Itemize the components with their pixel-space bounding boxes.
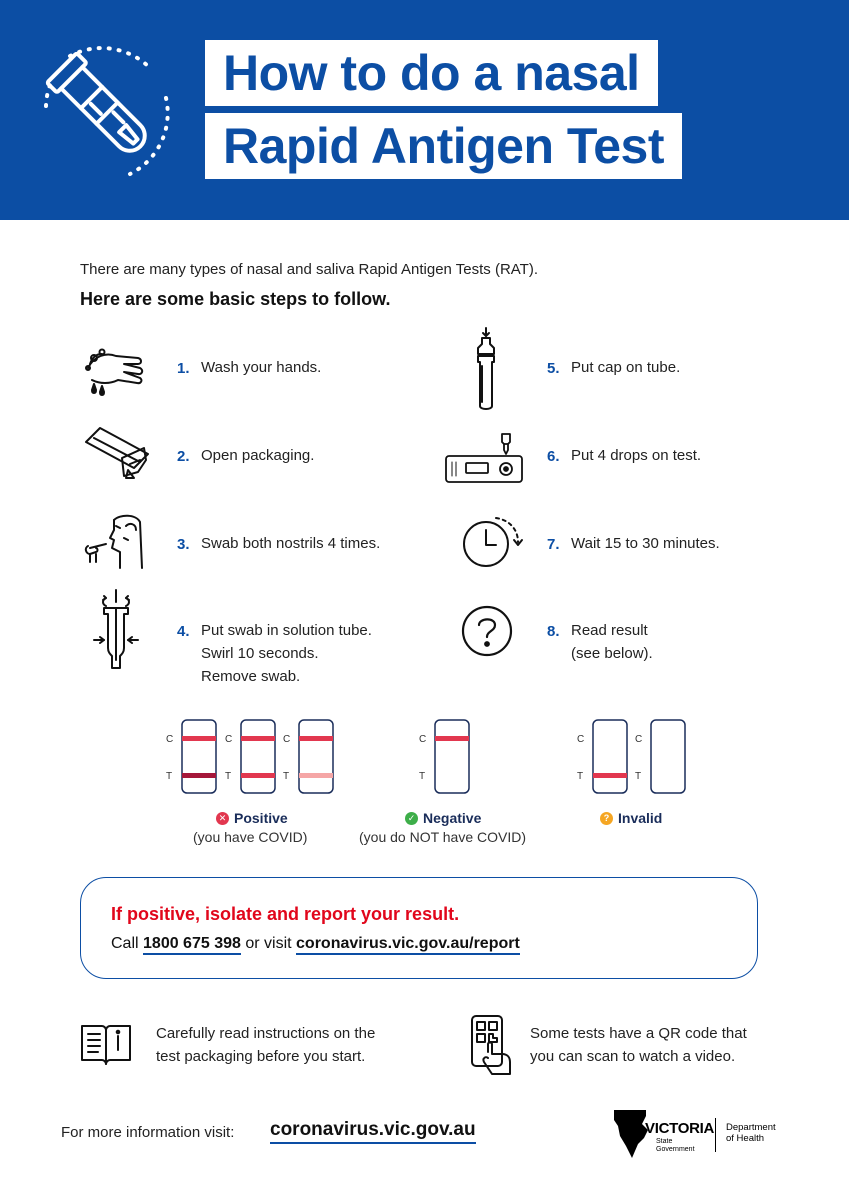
clock-icon <box>460 512 526 572</box>
test-cassette-icon <box>444 430 526 486</box>
tip-line: test packaging before you start. <box>156 1048 366 1065</box>
department-name <box>726 1122 776 1144</box>
test-strip <box>651 720 685 793</box>
wash-hands-icon <box>80 338 150 408</box>
logo-line: of Health <box>726 1133 765 1144</box>
step-line: Remove swab. <box>201 668 301 685</box>
test-label: T <box>419 771 426 782</box>
footer-url-link[interactable]: coronavirus.vic.gov.au <box>270 1119 476 1144</box>
step-text: Open packaging. <box>201 447 315 464</box>
test-label: T <box>225 771 232 782</box>
call-text: Call <box>111 935 139 952</box>
tip-line: Some tests have a QR code that <box>530 1025 747 1042</box>
test-line <box>241 773 275 778</box>
step-text: Swab both nostrils 4 times. <box>201 535 381 552</box>
state-government-text <box>656 1138 695 1154</box>
test-label: T <box>283 771 290 782</box>
step-line: Put swab in solution tube. <box>201 622 372 639</box>
packaging-icon <box>82 420 152 490</box>
control-label: C <box>577 734 585 745</box>
or-visit-text: or visit <box>245 935 292 952</box>
test-strip <box>593 720 627 793</box>
control-label: C <box>283 734 291 745</box>
report-alert-box <box>80 877 758 979</box>
alert-title: If positive, isolate and report your result. <box>111 904 460 924</box>
control-label: C <box>166 734 174 745</box>
page-title-line1: How to do a nasal <box>205 40 658 106</box>
step-line: Swirl 10 seconds. <box>201 645 319 662</box>
positive-result-sub: (you have COVID) <box>193 829 308 845</box>
footer-info-text: For more information visit: <box>61 1124 235 1141</box>
intro-text: There are many types of nasal and saliva Rapid Antigen Tests (RAT). <box>80 261 539 278</box>
tip-qr-code <box>530 1022 747 1068</box>
step-text: Put cap on tube. <box>571 359 681 376</box>
test-line <box>299 773 333 778</box>
step-number: 4. <box>177 623 190 640</box>
test-strip <box>299 720 333 793</box>
step-text-multiline <box>201 619 372 688</box>
control-label: C <box>419 734 427 745</box>
step-number: 3. <box>177 536 190 553</box>
control-line <box>241 736 275 741</box>
victoria-government-logo <box>612 1106 812 1162</box>
positive-result-label <box>216 810 288 826</box>
test-strip <box>241 720 275 793</box>
step-number: 2. <box>177 448 190 465</box>
test-label: T <box>635 771 642 782</box>
test-strip <box>435 720 469 793</box>
test-label: T <box>577 771 584 782</box>
negative-label-text: Negative <box>423 810 482 826</box>
step-number: 8. <box>547 623 560 640</box>
header-banner <box>0 0 849 220</box>
qr-phone-icon <box>468 1012 516 1078</box>
instruction-book-icon <box>78 1020 134 1068</box>
nasal-swab-icon <box>80 508 150 578</box>
question-icon <box>460 604 514 658</box>
alert-contact-line <box>111 935 520 953</box>
report-url-link[interactable]: coronavirus.vic.gov.au/report <box>296 935 520 955</box>
test-label: T <box>166 771 173 782</box>
step-number: 7. <box>547 536 560 553</box>
negative-result-sub: (you do NOT have COVID) <box>359 829 527 845</box>
tip-read-instructions <box>156 1022 375 1068</box>
steps-heading: Here are some basic steps to follow. <box>80 289 391 309</box>
logo-divider <box>715 1118 716 1152</box>
test-strip <box>182 720 216 793</box>
solution-tube-icon <box>86 588 146 674</box>
control-label: C <box>635 734 643 745</box>
tip-line: Carefully read instructions on the <box>156 1025 376 1042</box>
test-line <box>182 773 216 778</box>
test-tube-icon <box>30 36 180 186</box>
logo-line: Department <box>726 1122 776 1133</box>
control-line <box>435 736 469 741</box>
step-number: 5. <box>547 360 560 377</box>
step-line: (see below). <box>571 645 653 662</box>
victoria-wordmark: VICTORIA <box>645 1120 714 1137</box>
step-text: Wash your hands. <box>201 359 322 376</box>
step-line: Read result <box>571 622 648 639</box>
control-line <box>299 736 333 741</box>
cross-icon: ✕ <box>216 812 229 825</box>
step-number: 1. <box>177 360 190 377</box>
logo-line: Government <box>656 1146 695 1153</box>
step-text-multiline <box>571 619 653 665</box>
positive-label-text: Positive <box>234 810 288 826</box>
test-line <box>593 773 627 778</box>
page-title-line2: Rapid Antigen Test <box>205 113 682 179</box>
step-text: Put 4 drops on test. <box>571 447 702 464</box>
phone-link[interactable]: 1800 675 398 <box>143 935 241 955</box>
question-badge-icon: ? <box>600 812 613 825</box>
results-diagram <box>150 712 710 812</box>
check-icon: ✓ <box>405 812 418 825</box>
tip-line: you can scan to watch a video. <box>530 1048 736 1065</box>
step-number: 6. <box>547 448 560 465</box>
negative-result-label <box>405 810 481 826</box>
logo-line: State <box>656 1138 673 1145</box>
invalid-result-label <box>600 810 662 826</box>
control-line <box>182 736 216 741</box>
step-text: Wait 15 to 30 minutes. <box>571 535 720 552</box>
control-label: C <box>225 734 233 745</box>
invalid-label-text: Invalid <box>618 810 663 826</box>
capped-tube-icon <box>466 326 506 414</box>
